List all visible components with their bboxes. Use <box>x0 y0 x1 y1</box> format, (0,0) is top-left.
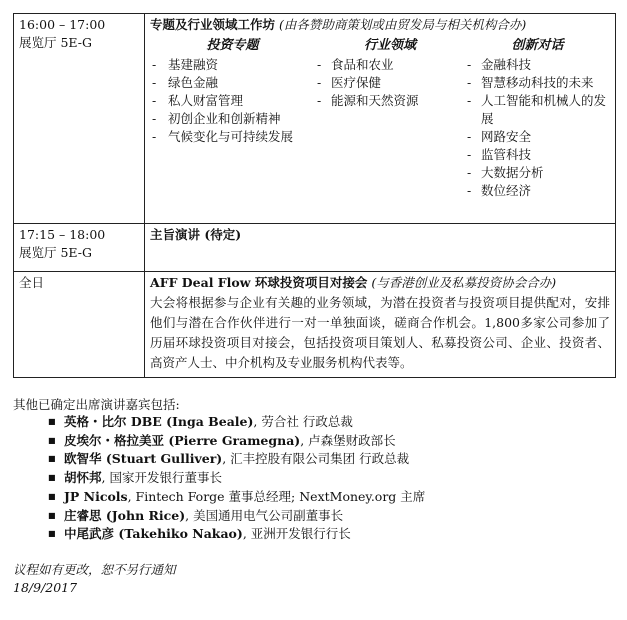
session-cell <box>145 14 616 224</box>
topic-column-industry <box>315 37 465 200</box>
session-time: 全日 <box>19 275 45 290</box>
list-item <box>48 507 425 526</box>
topic-list <box>315 56 465 110</box>
session-description: 大会将根据参与企业有关趣的业务领域，为潜在投资者与投资项目提供配对，安排他们与潜在合作伙伴进行一对一单独面谈，磋商合作机会。1,800多家公司参加了历届环球投资项目对接会，包括投资项目策划人、私募投资公司、企业、投资者、高资产人士、中介机构及专业服务机构代表等。 <box>150 295 610 370</box>
session-time: 17:15 – 18:00 <box>19 227 106 242</box>
session-venue: 展览厅 5E-G <box>19 245 92 260</box>
list-item: - 初创企业和创新精神 <box>150 110 315 128</box>
topic-column-investment <box>150 37 315 200</box>
agenda-row-workshops <box>14 14 616 224</box>
session-venue: 展览厅 5E-G <box>19 35 92 50</box>
list-item: - 气候变化与可持续发展 <box>150 128 315 146</box>
session-note: (由各赞助商策划或由贸发局与相关机构合办) <box>275 17 527 32</box>
speaker-name: 欧智华 (Stuart Gulliver) <box>64 451 223 467</box>
list-item: - 医疗保健 <box>315 74 465 92</box>
agenda-row-dealflow <box>14 272 616 378</box>
list-item <box>48 525 425 544</box>
list-item: - 智慧移动科技的未来 <box>465 74 610 92</box>
speaker-role: , 美国通用电气公司副董事长 <box>185 507 344 523</box>
footer <box>13 561 176 597</box>
time-cell <box>14 272 145 378</box>
list-item <box>48 413 425 432</box>
column-heading: 投资专题 <box>206 38 259 53</box>
list-item: - 绿色金融 <box>150 74 315 92</box>
speaker-name: 中尾武彦 (Takehiko Nakao) <box>64 526 243 542</box>
column-heading: 创新对话 <box>511 38 564 53</box>
list-item <box>48 450 425 469</box>
session-cell <box>145 224 616 272</box>
speaker-role: , Fintech Forge 董事总经理; NextMoney.org 主席 <box>127 488 426 504</box>
topic-column-innovation <box>465 37 610 200</box>
list-item: - 监管科技 <box>465 146 610 164</box>
document-date: 18/9/2017 <box>13 580 78 595</box>
list-item: - 基建融资 <box>150 56 315 74</box>
speaker-role: , 国家开发银行董事长 <box>101 470 222 486</box>
list-item: - 能源和天然资源 <box>315 92 465 110</box>
list-item: - 网路安全 <box>465 128 610 146</box>
topic-columns <box>150 37 610 200</box>
speaker-role: , 亚洲开发银行行长 <box>242 526 351 542</box>
session-heading <box>150 16 610 34</box>
speaker-role: , 汇丰控股有限公司集团 行政总裁 <box>222 451 410 467</box>
speaker-list <box>48 413 425 544</box>
topic-list <box>150 56 315 146</box>
change-notice: 议程如有更改，恕不另行通知 <box>13 562 176 577</box>
speaker-role: , 卢森堡财政部长 <box>300 432 396 448</box>
speaker-name: 庄睿思 (John Rice) <box>64 507 186 523</box>
speaker-name: 英格・比尔 DBE (Inga Beale) <box>64 414 254 429</box>
list-item <box>48 488 425 507</box>
speaker-name: 胡怀邦 <box>64 470 102 486</box>
list-item: - 人工智能和机械人的发展 <box>465 92 610 128</box>
column-heading: 行业领域 <box>363 38 416 53</box>
speaker-name: JP Nicols <box>64 488 128 504</box>
time-cell <box>14 224 145 272</box>
session-title: 主旨演讲 (待定) <box>150 227 242 242</box>
session-title: 专题及行业领域工作坊 <box>150 17 276 32</box>
speaker-role: , 劳合社 行政总裁 <box>253 414 353 429</box>
topic-list <box>465 56 610 200</box>
session-note: (与香港创业及私募投资协会合办) <box>367 275 557 290</box>
speaker-name: 皮埃尔・格拉美亚 (Pierre Gramegna) <box>64 432 301 448</box>
session-title: AFF Deal Flow 环球投资项目对接会 <box>150 275 368 290</box>
list-item: - 大数据分析 <box>465 164 610 182</box>
list-item: - 金融科技 <box>465 56 610 74</box>
list-item: - 私人财富管理 <box>150 92 315 110</box>
time-cell <box>14 14 145 224</box>
agenda-row-keynote <box>14 224 616 272</box>
session-heading <box>150 274 610 292</box>
session-time: 16:00 – 17:00 <box>19 17 106 32</box>
list-item: - 数位经济 <box>465 182 610 200</box>
agenda-table <box>13 13 616 378</box>
list-item <box>48 432 425 451</box>
speakers-intro: 其他已确定出席演讲嘉宾包括: <box>13 397 180 412</box>
list-item: - 食品和农业 <box>315 56 465 74</box>
session-cell <box>145 272 616 378</box>
list-item <box>48 469 425 488</box>
